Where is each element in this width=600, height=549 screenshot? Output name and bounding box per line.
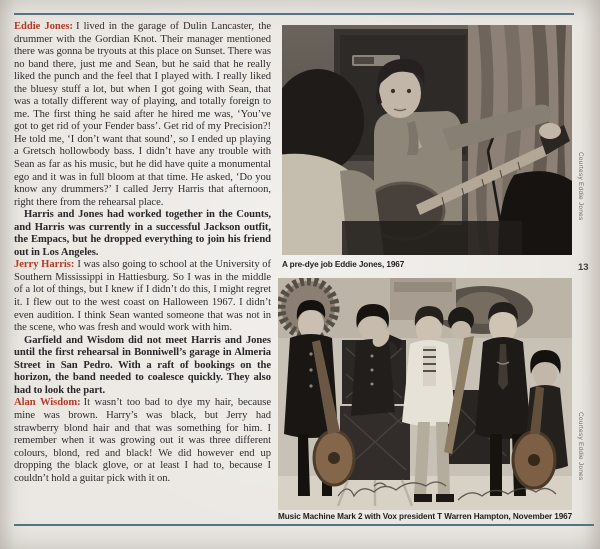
photo-caption: Music Machine Mark 2 with Vox president T Warren Hampton, November 1967 [278,512,573,521]
paragraph-text: Harris and Jones had worked together in the Counts, and Harris was currently in a successful Jackson outfit, the Empacs, but he dropped everything to join his friend out in Los Angeles. [14,209,271,258]
article-paragraph [14,259,271,334]
article-paragraph [14,21,271,209]
article-paragraph [14,335,271,398]
photo-eddie-jones [282,25,572,255]
article-column [14,21,271,485]
band-photo-illustration [278,278,572,510]
paragraph-text: It wasn’t too bad to dye my hair, because mine was brown. Harry’s was black, but Jerry had strawberry blond hair and that was something for him. I remember when it was growing out it was three different colours, blond, red and black! We did however end up dropping the black glove, or at least I had to, because I couldn’t hold a guitar pick with it on. [14,397,271,484]
top-rule [14,13,574,15]
eddie-jones-photo-illustration [282,25,572,255]
photo-credit: Courtesy Eddie Jones [577,152,584,221]
paragraph-text: Garfield and Wisdom did not meet Harris and Jones until the first rehearsal in Bonniwell’s garage in Almeria Street in San Pedro. With a raft of bookings on the horizon, the band needed to coalesce quickly. They also had to look the part. [14,334,271,396]
photo-credit: Courtesy Eddie Jones [577,412,584,481]
speaker-name: Jerry Harris: [14,259,75,271]
paragraph-text: I lived in the garage of Dulin Lancaster, the drummer with the Gordian Knot. Their manager mentioned there was gonna be tryouts at this place on Sunset. There was no band there, just me and Sean, but he said that he really liked the punch and the feel that I played with. I really liked the bluesy stuff a lot, but when I got going with Sean, that was a totally different way of playing, and totally foreign to me. The first thing he said after he hired me was, ‘You’ve got to get rid of your Fender bass’. Get rid of my Precision?! He told me, ‘I don’t want that sound’, so I ended up playing a Gretsch hollowbody bass. I didn’t have any trouble with Sean as far as his music, but he did have quite a monumental ego and it was in full bloom at that time. He asked, ‘Do you know any drummers?’ I called Jerry Harris that afternoon, right there from the rehearsal place. [14,21,271,208]
paragraph-text: I was also going to school at the University of Southern Mississippi in Hattiesburg. So I was in the middle of a lot of things, but I knew if I didn’t do this, I might regret it. I flew out to the west coast on Halloween 1967. I didn’t even audition. I think Sean wanted someone that was not in the scene, who was fresh and would work with him. [14,259,271,334]
speaker-name: Alan Wisdom: [14,397,81,409]
photo-band-group [278,278,572,510]
article-paragraph [14,209,271,259]
bottom-rule [14,524,594,526]
photo-caption: A pre-dye job Eddie Jones, 1967 [282,260,405,269]
speaker-name: Eddie Jones: [14,21,73,32]
article-paragraph [14,397,271,485]
page-number: 13 [578,262,589,273]
